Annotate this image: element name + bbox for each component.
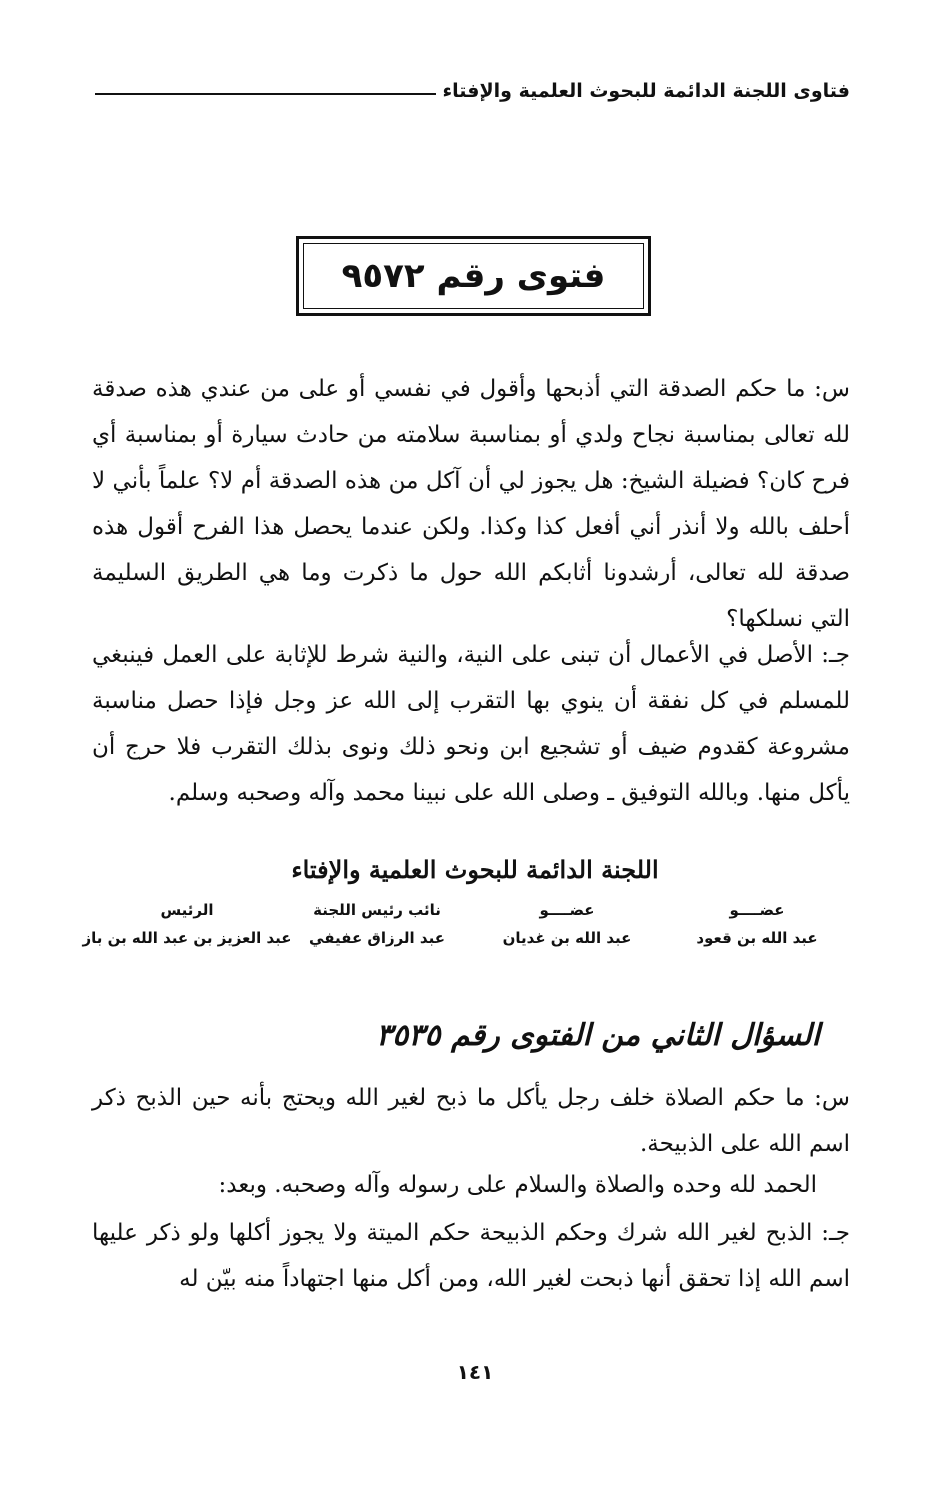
signer-name: عبد الله بن قعود <box>696 929 818 947</box>
answer-2-intro <box>92 1162 817 1208</box>
running-title: فتاوى اللجنة الدائمة للبحوث العلمية والإفتاء <box>442 80 850 102</box>
question-1-text: س: ما حكم الصدقة التي أذبحها وأقول في نفسي أو على من عندي هذه صدقة لله تعالى بمناسبة نجاح ولدي أو بمناسبة سلامته من حادث سيارة أو بمناسبة أي فرح كان؟ فضيلة الشيخ: هل يجوز لي أن آكل من هذه الصدقة أم لا؟ علماً بأني لا أحلف بالله ولا أنذر أني أفعل كذا وكذا. ولكن عندما يحصل هذا الفرح أقول هذه صدقة لله تعالى، أرشدونا أثابكم الله حول ما ذكرت وما هي الطريق السليمة التي نسلكها؟ <box>92 376 850 632</box>
signer-name: عبد العزيز بن عبد الله بن باز <box>82 929 292 947</box>
answer-2-text: جـ: الذبح لغير الله شرك وحكم الذبيحة حكم الميتة ولا يجوز أكلها ولو ذكر عليها اسم الله إذا تحقق أنها ذبحت لغير الله، ومن أكل منها اجتهاداً منه بيّن له <box>92 1220 850 1292</box>
signer <box>282 898 472 968</box>
answer-1 <box>92 632 850 816</box>
question-1 <box>92 366 850 642</box>
committee-title: اللجنة الدائمة للبحوث العلمية والإفتاء <box>291 855 659 884</box>
running-header <box>95 80 850 102</box>
signatories <box>82 898 852 968</box>
answer-2-intro-text: الحمد لله وحده والصلاة والسلام على رسوله وآله وصحبه. وبعد: <box>218 1172 817 1198</box>
signer-role: عضــــو <box>539 901 595 919</box>
signer-role: نائب رئيس اللجنة <box>313 901 441 919</box>
fatwa-title-box <box>296 236 651 316</box>
signer-name: عبد الله بن غديان <box>502 929 632 947</box>
signer <box>662 898 852 968</box>
signer-role: الرئيس <box>160 901 214 919</box>
section-2-title: السؤال الثاني من الفتوى رقم ٣٥٣٥ <box>376 1018 820 1053</box>
signer-name: عبد الرزاق عفيفي <box>309 929 445 947</box>
fatwa-title: فتوى رقم ٩٥٧٢ <box>303 243 644 309</box>
answer-1-text: جـ: الأصل في الأعمال أن تبنى على النية، والنية شرط للإثابة على العمل فينبغي للمسلم في كل نفقة أن ينوي بها التقرب إلى الله عز وجل فإذا حصل مناسبة مشروعة كقدوم ضيف أو تشجيع ابن ونحو ذلك ونوى بذلك التقرب فلا حرج أن يأكل منها. وبالله التوفيق ـ وصلى الله على نبينا محمد وآله وصحبه وسلم. <box>92 642 850 806</box>
question-2-text: س: ما حكم الصلاة خلف رجل يأكل ما ذبح لغير الله ويحتج بأنه حين الذبح ذكر اسم الله على الذبيحة. <box>92 1085 850 1157</box>
header-rule <box>95 93 436 95</box>
page-number: ١٤١ <box>456 1360 494 1384</box>
signer <box>82 898 292 968</box>
answer-2 <box>92 1210 850 1302</box>
signer-role: عضــــو <box>729 901 785 919</box>
question-2 <box>92 1075 850 1167</box>
signer <box>472 898 662 968</box>
